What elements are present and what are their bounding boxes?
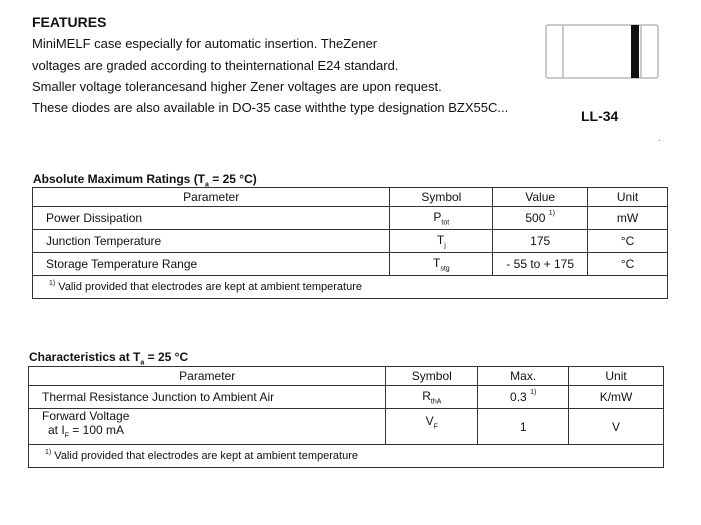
header-symbol: Symbol (390, 188, 493, 207)
characteristics-header-row (29, 367, 664, 386)
symbol-tstg: $T_{stg}$ (390, 253, 493, 276)
param-storage-temperature: Storage Temperature Range (33, 253, 390, 276)
characteristics-title: Characteristics at $T_a = 25$ °C (29, 350, 189, 367)
value-storage-temp: - 55 to + 175 (493, 253, 588, 276)
abs-max-title: Absolute Maximum Ratings ($T_a = 25$ °C) (33, 172, 257, 189)
header-unit: Unit (588, 188, 668, 207)
footnote-row (29, 445, 664, 468)
table-row (33, 230, 668, 253)
minimelf-package-drawing (540, 20, 665, 82)
features-line-2: voltages are graded according to theinternational E24 standard. (32, 58, 399, 73)
header-parameter: Parameter (33, 188, 390, 207)
param-power-dissipation: Power Dissipation (33, 207, 390, 230)
symbol-vf: $V_F$ (386, 409, 478, 445)
header-value: Value (493, 188, 588, 207)
unit-storage-temp: °C (588, 253, 668, 276)
table-row (29, 409, 664, 445)
characteristics-table (28, 366, 664, 468)
param-junction-temperature: Junction Temperature (33, 230, 390, 253)
symbol-ptot: $P_{tot}$ (390, 207, 493, 230)
abs-max-table (32, 187, 668, 299)
param-forward-voltage: Forward Voltage at $I_F = 100$ mA (29, 409, 386, 445)
value-forward-voltage: 1 (478, 409, 569, 445)
value-thermal-resistance: 0.3 $^{1)}$ (478, 386, 569, 409)
features-line-1: MiniMELF case especially for automatic insertion. TheZener (32, 36, 378, 51)
features-line-3: Smaller voltage tolerancesand higher Zener voltages are upon request. (32, 79, 442, 94)
unit-power: mW (588, 207, 668, 230)
package-label: LL-34 (581, 108, 619, 124)
cathode-band (631, 25, 639, 78)
unit-junction-temp: °C (588, 230, 668, 253)
features-line-4: These diodes are also available in DO-35 case withthe type designation BZX55C... (32, 100, 509, 115)
symbol-rtha: $R_{thA}$ (386, 386, 478, 409)
symbol-tj: $T_j$ (390, 230, 493, 253)
characteristics-footnote: $^{1)}$ Valid provided that electrodes are kept at ambient temperature (29, 445, 664, 468)
table-row (33, 253, 668, 276)
value-junction-temp: 175 (493, 230, 588, 253)
value-power: 500 $^{1)}$ (493, 207, 588, 230)
header-unit: Unit (569, 367, 664, 386)
header-symbol: Symbol (386, 367, 478, 386)
header-max: Max. (478, 367, 569, 386)
unit-forward-voltage: V (569, 409, 664, 445)
footnote-row (33, 276, 668, 299)
abs-max-header-row (33, 188, 668, 207)
table-row (33, 207, 668, 230)
unit-thermal-resistance: K/mW (569, 386, 664, 409)
features-heading: FEATURES (32, 14, 107, 30)
abs-max-footnote: $^{1)}$ Valid provided that electrodes are kept at ambient temperature (33, 276, 668, 299)
param-thermal-resistance: Thermal Resistance Junction to Ambient Air (29, 386, 386, 409)
header-parameter: Parameter (29, 367, 386, 386)
table-row (29, 386, 664, 409)
stray-dot (659, 140, 660, 141)
